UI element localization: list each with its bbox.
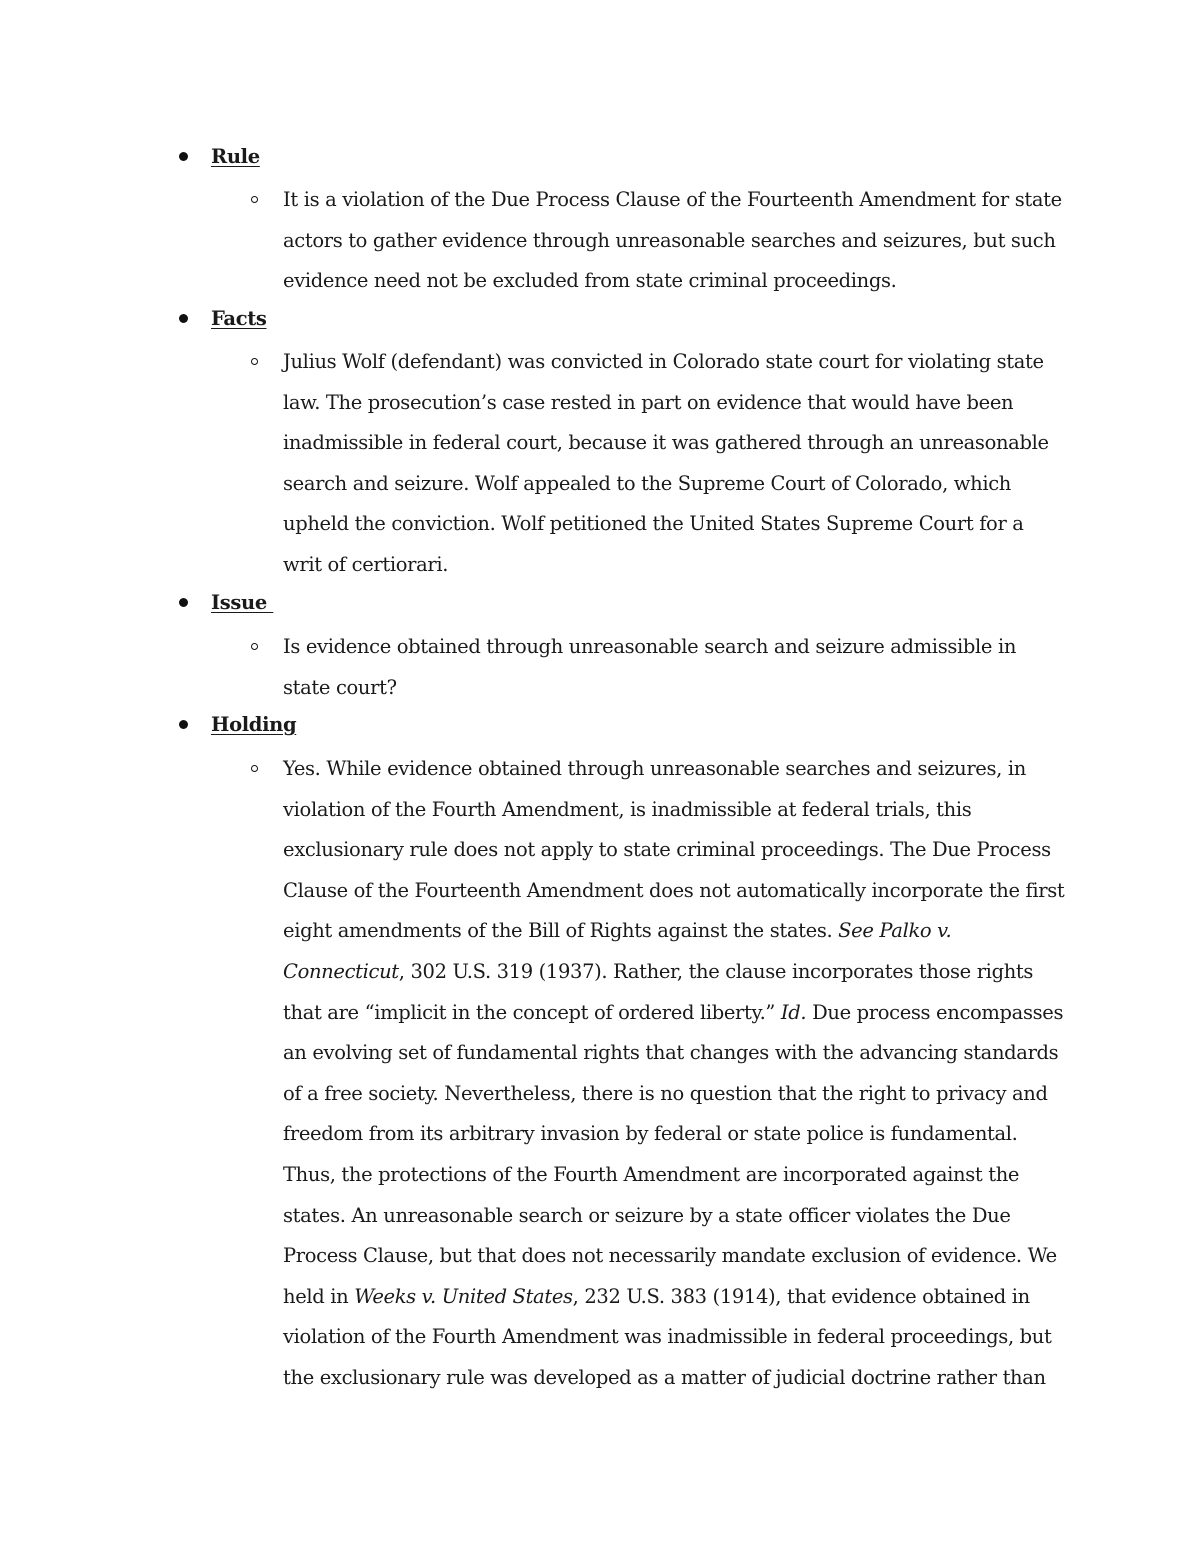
section-rule-text <box>283 180 1068 302</box>
case-citation-italic: Weeks v. United States <box>354 1284 573 1308</box>
section-holding-heading <box>0 710 1200 742</box>
section-heading-label: Holding <box>211 713 297 736</box>
filled-bullet-icon <box>179 314 188 323</box>
paragraph-text-run: Due process encompasses an evolving set of fundamental rights that changes with the advancing standards of a free society. Nevertheless, there is no question that the right to privacy and freedom from its arbitrary invasion by federal or state police is fundamental. Thus, the protections of the Fourth Amendment are incorporated against the states. An unreasonable search or seizure by a state officer violates the Due Process Clause, but that does not necessarily mandate exclusion of evidence. We held in <box>283 1000 1064 1308</box>
paragraph-text-run: Yes. While evidence obtained through unreasonable searches and seizures, in violation of the Fourth Amendment, is inadmissible at federal trials, this exclusionary rule does not apply to state criminal proceedings. The Due Process Clause of the Fourteenth Amendment does not automatically incorporate the first eight amendments of the Bill of Rights against the states. <box>283 757 1065 943</box>
hollow-bullet-icon <box>251 643 258 650</box>
section-heading-label: Facts <box>211 307 267 330</box>
paragraph-text-run: , 232 U.S. 383 (1914), that evidence obtained in violation of the Fourth Amendment was inadmissible in federal proceedings, but the exclusionary rule was developed as a matter of judicial doctrine rather than <box>283 1284 1052 1389</box>
case-citation-italic: Id. <box>780 1000 807 1024</box>
section-heading-label: Rule <box>211 145 260 168</box>
case-citation-italic: See Palko v. Connecticut <box>283 919 952 983</box>
paragraph-text-run: Is evidence obtained through unreasonable search and seizure admissible in state court? <box>283 635 1017 699</box>
section-heading-label: Issue <box>211 591 274 614</box>
paragraph-text-run: It is a violation of the Due Process Clause of the Fourteenth Amendment for state actors to gather evidence through unreasonable searches and seizures, but such evidence need not be excluded from state criminal proceedings. <box>283 188 1062 293</box>
hollow-bullet-icon <box>251 358 258 365</box>
section-holding-text <box>283 749 1068 1399</box>
section-issue-text <box>283 627 1068 708</box>
paragraph-text-run: , 302 U.S. 319 (1937). Rather, the clause incorporates those rights that are “implicit in the concept of ordered liberty.” <box>283 959 1034 1024</box>
section-facts-heading <box>0 304 1200 336</box>
filled-bullet-icon <box>179 720 188 729</box>
section-facts-text <box>283 342 1068 586</box>
filled-bullet-icon <box>179 598 188 607</box>
filled-bullet-icon <box>179 152 188 161</box>
section-rule-heading <box>0 142 1200 174</box>
paragraph-text-run: Julius Wolf (defendant) was convicted in Colorado state court for violating state law. The prosecution’s case rested in part on evidence that would have been inadmissible in federal court, because it was gathered through an unreasonable search and seizure. Wolf appealed to the Supreme Court of Colorado, which upheld the conviction. Wolf petitioned the United States Supreme Court for a writ of certiorari. <box>283 350 1049 576</box>
hollow-bullet-icon <box>251 765 258 772</box>
section-issue-heading <box>0 588 1200 620</box>
hollow-bullet-icon <box>251 196 258 203</box>
